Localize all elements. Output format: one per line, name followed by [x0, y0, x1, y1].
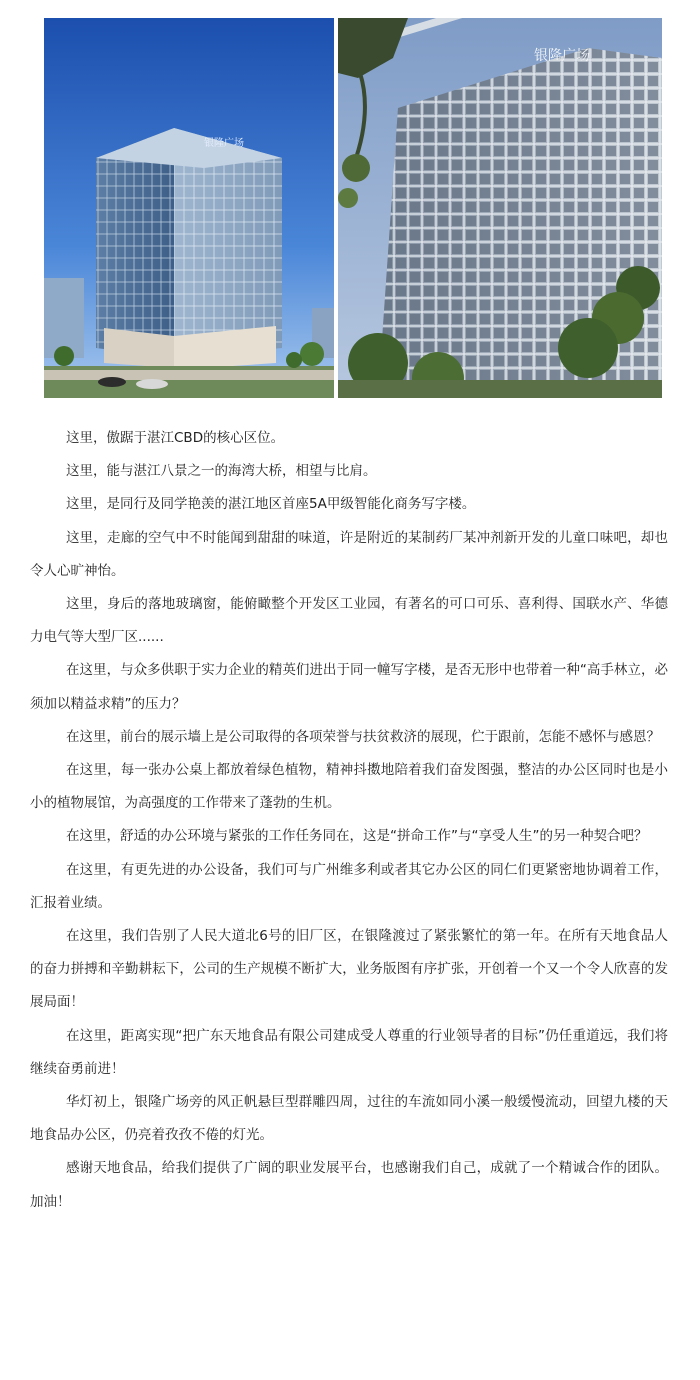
building-rendering-illustration	[44, 18, 334, 398]
paragraph: 在这里，舒适的办公环境与紧张的工作任务同在，这是“拼命工作”与“享受人生”的另一种契合吧？	[66, 828, 648, 845]
paragraph: 这里，身后的落地玻璃窗，能俯瞰整个开发区工业园，有著名的可口可乐、喜利得、国联水产、华德力电气等大型厂区......	[30, 596, 668, 646]
building-sign: 银隆广场	[204, 138, 244, 149]
paragraph: 这里，走廊的空气中不时能闻到甜甜的味道，许是附近的某制药厂某冲剂新开发的儿童口味吧，却也令人心旷神怡。	[30, 529, 668, 579]
building-photo	[338, 18, 662, 398]
paragraph: 在这里，前台的展示墙上是公司取得的各项荣誉与扶贫救济的展现，伫于跟前，怎能不感怀与感恩？	[66, 728, 660, 745]
paragraph: 这里，能与湛江八景之一的海湾大桥，相望与比肩。	[66, 463, 377, 480]
paragraph: 在这里，我们告别了人民大道北6号的旧厂区，在银隆渡过了紧张繁忙的第一年。在所有天地食品人的奋力拼搏和辛勤耕耘下，公司的生产规模不断扩大，业务版图有序扩张，开创着一个又一个令人欣喜的发展局面！	[30, 928, 668, 1011]
photo-row	[44, 18, 662, 398]
paragraph: 在这里，距离实现“把广东天地食品有限公司建成受人尊重的行业领导者的目标”仍任重道远，我们将继续奋勇前进！	[30, 1027, 668, 1077]
paragraph: 这里，傲踞于湛江CBD的核心区位。	[66, 430, 285, 446]
paragraph: 感谢天地食品，给我们提供了广阔的职业发展平台，也感谢我们自己，成就了一个精诚合作的团队。加油！	[30, 1160, 668, 1210]
paragraph: 在这里，与众多供职于实力企业的精英们进出于同一幢写字楼，是否无形中也带着一种“高手林立，必须加以精益求精”的压力？	[30, 662, 668, 712]
building-photo-illustration	[338, 18, 662, 398]
paragraph: 华灯初上，银隆广场旁的风正帆悬巨型群雕四周，过往的车流如同小溪一般缓慢流动，回望九楼的天地食品办公区，仍亮着孜孜不倦的灯光。	[30, 1094, 668, 1144]
building-rendering-photo	[44, 18, 334, 398]
paragraph: 在这里，有更先进的办公设备，我们可与广州维多利或者其它办公区的同仁们更紧密地协调着工作，汇报着业绩。	[30, 861, 668, 911]
article-body	[30, 422, 668, 1219]
paragraph: 在这里，每一张办公桌上都放着绿色植物，精神抖擞地陪着我们奋发图强，整洁的办公区同时也是小小的植物展馆，为高强度的工作带来了蓬勃的生机。	[30, 762, 668, 812]
building-sign: 银隆广场	[534, 48, 590, 64]
paragraph: 这里，是同行及同学艳羡的湛江地区首座5A甲级智能化商务写字楼。	[66, 496, 476, 513]
